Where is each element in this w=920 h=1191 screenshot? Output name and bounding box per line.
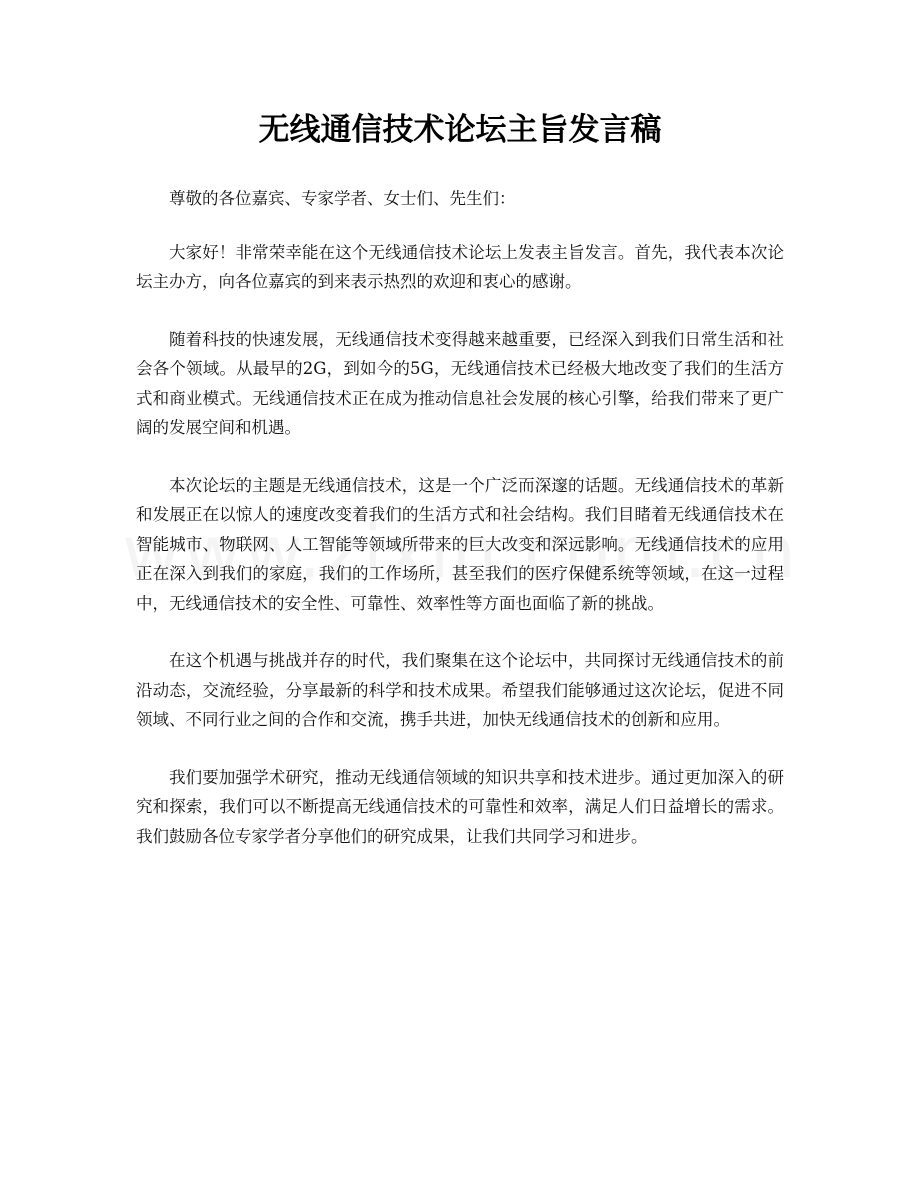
paragraph-welcome: 大家好！非常荣幸能在这个无线通信技术论坛上发表主旨发言。首先，我代表本次论坛主办方，向各位嘉宾的到来表示热烈的欢迎和衷心的感谢。: [136, 242, 784, 291]
paragraph-opportunity: 在这个机遇与挑战并存的时代，我们聚集在这个论坛中，共同探讨无线通信技术的前沿动态，交流经验，分享最新的科学和技术成果。希望我们能够通过这次论坛，促进不同领域、不同行业之间的合作和交流，携手共进，加快无线通信技术的创新和应用。: [136, 651, 784, 729]
salutation: 尊敬的各位嘉宾、专家学者、女士们、先生们：: [169, 189, 516, 208]
document-title: 无线通信技术论坛主旨发言稿: [258, 112, 662, 148]
paragraph-development: 随着科技的快速发展，无线通信技术变得越来越重要，已经深入到我们日常生活和社会各个领域。从最早的2G，到如今的5G，无线通信技术已经极大地改变了我们的生活方式和商业模式。无线通信技术正在成为推动信息社会发展的核心引擎，给我们带来了更广阔的发展空间和机遇。: [136, 329, 784, 437]
document-body: [136, 184, 784, 879]
paragraph-research: 我们要加强学术研究，推动无线通信领域的知识共享和技术进步。通过更加深入的研究和探索，我们可以不断提高无线通信技术的可靠性和效率，满足人们日益增长的需求。我们鼓励各位专家学者分享他们的研究成果，让我们共同学习和进步。: [136, 767, 784, 846]
paragraph-forum-theme: 本次论坛的主题是无线通信技术，这是一个广泛而深邃的话题。无线通信技术的革新和发展正在以惊人的速度改变着我们的生活方式和社会结构。我们目睹着无线通信技术在智能城市、物联网、人工智能等领域所带来的巨大改变和深远影响。无线通信技术的应用正在深入到我们的家庭，我们的工作场所，甚至我们的医疗保健系统等领域，在这一过程中，无线通信技术的安全性、可靠性、效率性等方面也面临了新的挑战。: [136, 475, 784, 613]
